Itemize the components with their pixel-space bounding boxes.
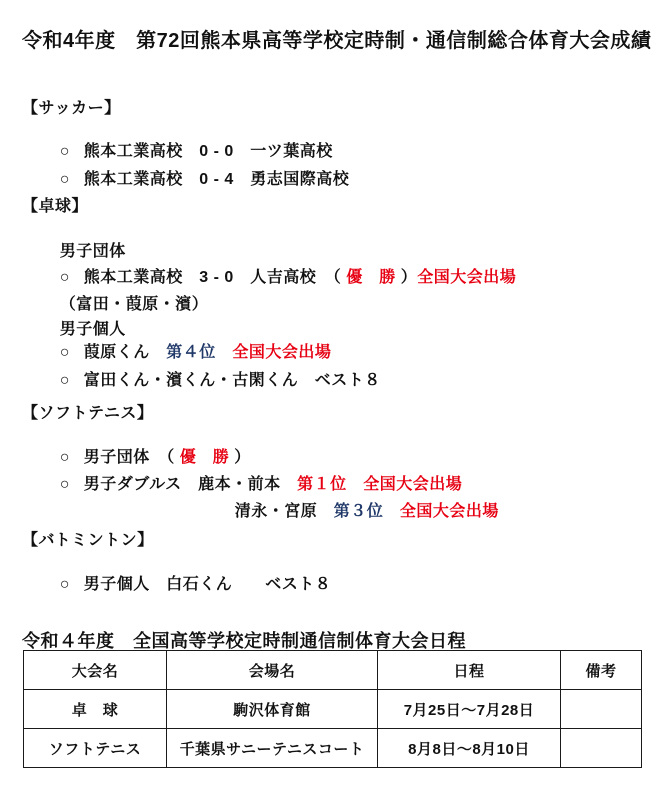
table-row [24, 729, 642, 768]
cell-tournament-name: ソフトテニス [24, 729, 167, 768]
cell-notes [561, 729, 642, 768]
circle-marker: ○ [59, 344, 70, 361]
national-qualify-text: 全国大会出場 [399, 503, 499, 520]
cell-venue-name: 駒沢体育館 [167, 690, 378, 729]
section-heading-soccer: 【サッカー】 [22, 100, 121, 117]
schedule-table [23, 650, 642, 768]
result-text: 熊本工業高校 0 - 0 一ツ葉高校 [83, 143, 333, 160]
result-text: 清永・宮原 [234, 503, 334, 520]
circle-marker: ○ [59, 449, 70, 466]
section-heading-badminton: 【バトミントン】 [22, 532, 154, 549]
cell-tournament-name: 卓 球 [24, 690, 167, 729]
national-qualify-text: 全国大会出場 [232, 344, 332, 361]
cell-venue-name: 千葉県サニーテニスコート [167, 729, 378, 768]
result-text: 男子個人 白石くん ベスト８ [83, 576, 332, 593]
subcategory-text: 男子団体 [59, 243, 126, 260]
result-text: 男子ダブルス 鹿本・前本 [83, 476, 298, 493]
national-qualify-text: 全国大会出場 [363, 476, 463, 493]
match-result-line [40, 553, 331, 612]
circle-marker: ○ [59, 171, 70, 188]
team-members-text: （富田・葭原・濱） [59, 296, 209, 313]
header-venue-name: 会場名 [167, 651, 378, 690]
section-heading-table-tennis: 【卓球】 [22, 198, 89, 215]
result-text: ） [395, 269, 418, 286]
champion-text: 優 勝 [346, 269, 396, 286]
result-text: 男子団体 （ [83, 449, 180, 466]
header-notes: 備考 [561, 651, 642, 690]
cell-notes [561, 690, 642, 729]
rank-text: 第３位 [333, 503, 384, 520]
result-text: 葭原くん [83, 344, 167, 361]
result-text: 熊本工業高校 0 - 4 勇志国際高校 [83, 171, 350, 188]
circle-marker: ○ [59, 476, 70, 493]
schedule-header-row [24, 651, 642, 690]
header-dates: 日程 [378, 651, 561, 690]
result-text: ） [229, 449, 251, 466]
page-title: 令和4年度 第72回熊本県高等学校定時制・通信制総合体育大会成績 [22, 30, 652, 52]
circle-marker: ○ [59, 143, 70, 160]
result-text: 富田くん・濱くん・古閑くん ベスト８ [83, 372, 381, 389]
cell-dates: 8月8日～8月10日 [378, 729, 561, 768]
match-result-continuation-line [215, 480, 499, 539]
rank-text: 第４位 [166, 344, 216, 361]
table-row [24, 690, 642, 729]
result-text [383, 503, 400, 520]
section-heading-soft-tennis: 【ソフトテニス】 [22, 405, 154, 422]
champion-text: 優 勝 [179, 449, 230, 466]
header-tournament-name: 大会名 [24, 651, 167, 690]
result-text: 熊本工業高校 3 - 0 人吉高校 （ [83, 269, 347, 286]
circle-marker: ○ [59, 576, 70, 593]
national-qualify-text: 全国大会出場 [417, 269, 517, 286]
circle-marker: ○ [59, 372, 70, 389]
cell-dates: 7月25日～7月28日 [378, 690, 561, 729]
subcategory-text: 男子個人 [59, 321, 126, 338]
circle-marker: ○ [59, 269, 70, 286]
rank-text: 第１位 [297, 476, 347, 493]
schedule-title: 令和４年度 全国高等学校定時制通信制体育大会日程 [22, 631, 466, 651]
